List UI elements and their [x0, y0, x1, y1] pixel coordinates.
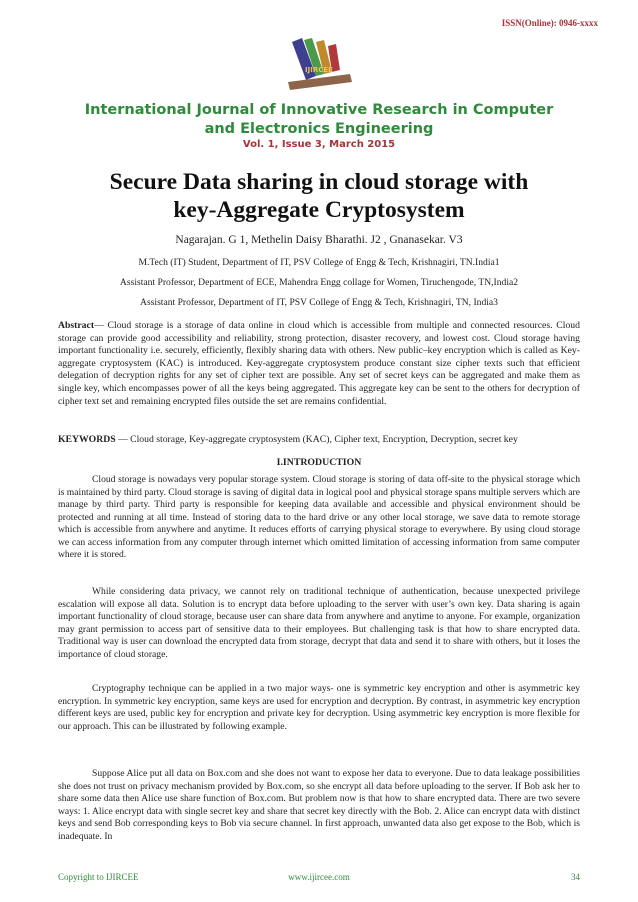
- footer-page-number: 34: [571, 872, 580, 882]
- intro-paragraph-4: Suppose Alice put all data on Box.com and she does not want to expose her data to everyone. Due to data leakage possibilities she does not trust on privacy mechanism provided by Box.com, so she encrypt all data before uploading to the server. If Bob ask her to share some data then Alice use share function of Box.com. But problem now is that how to share encrypted data. There are two severe ways: 1. Alice encrypt data with single secret key and share that secret key directly with the Bob. 2. Alice can encrypt data with distinct keys and send Bob corresponding keys to Bob via secure channel. In first approach, unwanted data also get expose to the Bob, which is inadequate. In: [58, 768, 580, 842]
- keywords: [58, 434, 580, 446]
- abstract-label: Abstract: [58, 320, 95, 331]
- abstract-text: — Cloud storage is a storage of data online in cloud which is accessible from multiple and connected resources. Cloud storage can provide good accessibility and reliability, strong protection, disaster recovery, and lowest cost. Cloud storage having important functionality i.e. securely, efficiently, flexibly sharing data with others. New public–key encryption which is called as Key- aggregate cryptosystem (KAC) is introduced. Key-aggregate cryptosystem produce constant size cipher texts such that efficient delegation of decryption rights for any set of cipher text are possible. Any set of secret keys can be aggregated and make them as single key, which encompasses power of all the keys being aggregated. This aggregate key can be sent to the others for decryption of cipher text set and remaining encrypted files outside the set are remains confidential.: [58, 320, 580, 407]
- keywords-label: KEYWORDS: [58, 434, 116, 445]
- affiliation-2: Assistant Professor, Department of ECE, Mahendra Engg collage for Women, Tiruchengode, TN,India2: [119, 277, 519, 288]
- journal-volume: Vol. 1, Issue 3, March 2015: [242, 139, 396, 150]
- affiliation-1: M.Tech (IT) Student, Department of IT, PSV College of Engg & Tech, Krishnagiri, TN.India1: [138, 257, 500, 268]
- journal-logo: [282, 36, 356, 94]
- logo-lettering: IJIRCEE: [305, 66, 333, 74]
- issn-label: ISSN(Online): 0946-xxxx: [501, 18, 598, 28]
- journal-name-line2: and Electronics Engineering: [204, 121, 434, 137]
- intro-paragraph-1: Cloud storage is nowadays very popular storage system. Cloud storage is storing of data off-site to the physical storage which is maintained by third party. Cloud storage is saving of digital data in logical pool and physical storage spans multiple servers which are manage by third party. Third party is responsible for keeping data available and accessible and physical environment should be protected and running at all time. Instead of storing data to the hard drive or any other local storage, we save data to remote storage which is accessible from anywhere and anytime. It reduces efforts of carrying physical storage to everywhere. By using cloud storage we can access information from any computer through internet which omitted limitation of accessing information from same computer where it is stored.: [58, 474, 580, 560]
- abstract: [58, 320, 580, 408]
- affiliation-3: Assistant Professor, Department of IT, PSV College of Engg & Tech, Krishnagiri, TN, India3: [140, 297, 498, 308]
- paper-authors: Nagarajan. G 1, Methelin Daisy Bharathi. J2 , Gnanasekar. V3: [175, 234, 463, 246]
- footer-website[interactable]: www.ijircee.com: [288, 872, 350, 882]
- section-heading-introduction: I.INTRODUCTION: [276, 457, 362, 468]
- paper-title-line1: Secure Data sharing in cloud storage with: [109, 169, 529, 195]
- keywords-text: — Cloud storage, Key-aggregate cryptosystem (KAC), Cipher text, Encryption, Decryption, secret key: [115, 434, 518, 445]
- intro-paragraph-2: While considering data privacy, we cannot rely on traditional technique of authentication, because unexpected privilege escalation will expose all data. Solution is to encrypt data before uploading to the server with user’s own key. Data sharing is again important functionality of cloud storage, because user can share data from anywhere and anytime to anyone. For example, organization may grant permission to access part of sensitive data to their employees. But challenging task is that how to share encrypted data. Traditional way is user can download the encrypted data from storage, decrypt that data and send it to share with others, but it loses the importance of cloud storage.: [58, 586, 580, 660]
- journal-name-line1: International Journal of Innovative Research in Computer: [84, 102, 554, 118]
- paper-title: [40, 168, 598, 224]
- footer-copyright: Copyright to IJIRCEE: [58, 872, 139, 882]
- intro-paragraph-3: Cryptography technique can be applied in a two major ways- one is symmetric key encryption and other is asymmetric key encryption. In symmetric key encryption, same keys are used for encryption and decryption. By contrast, in asymmetric key encryption different keys are used, public key for encryption and private key for decryption. Using asymmetric key encryption is more flexible for our approach. This can be illustrated by following example.: [58, 683, 580, 732]
- journal-header: [40, 101, 598, 150]
- paper-title-line2: key-Aggregate Cryptosystem: [173, 197, 465, 223]
